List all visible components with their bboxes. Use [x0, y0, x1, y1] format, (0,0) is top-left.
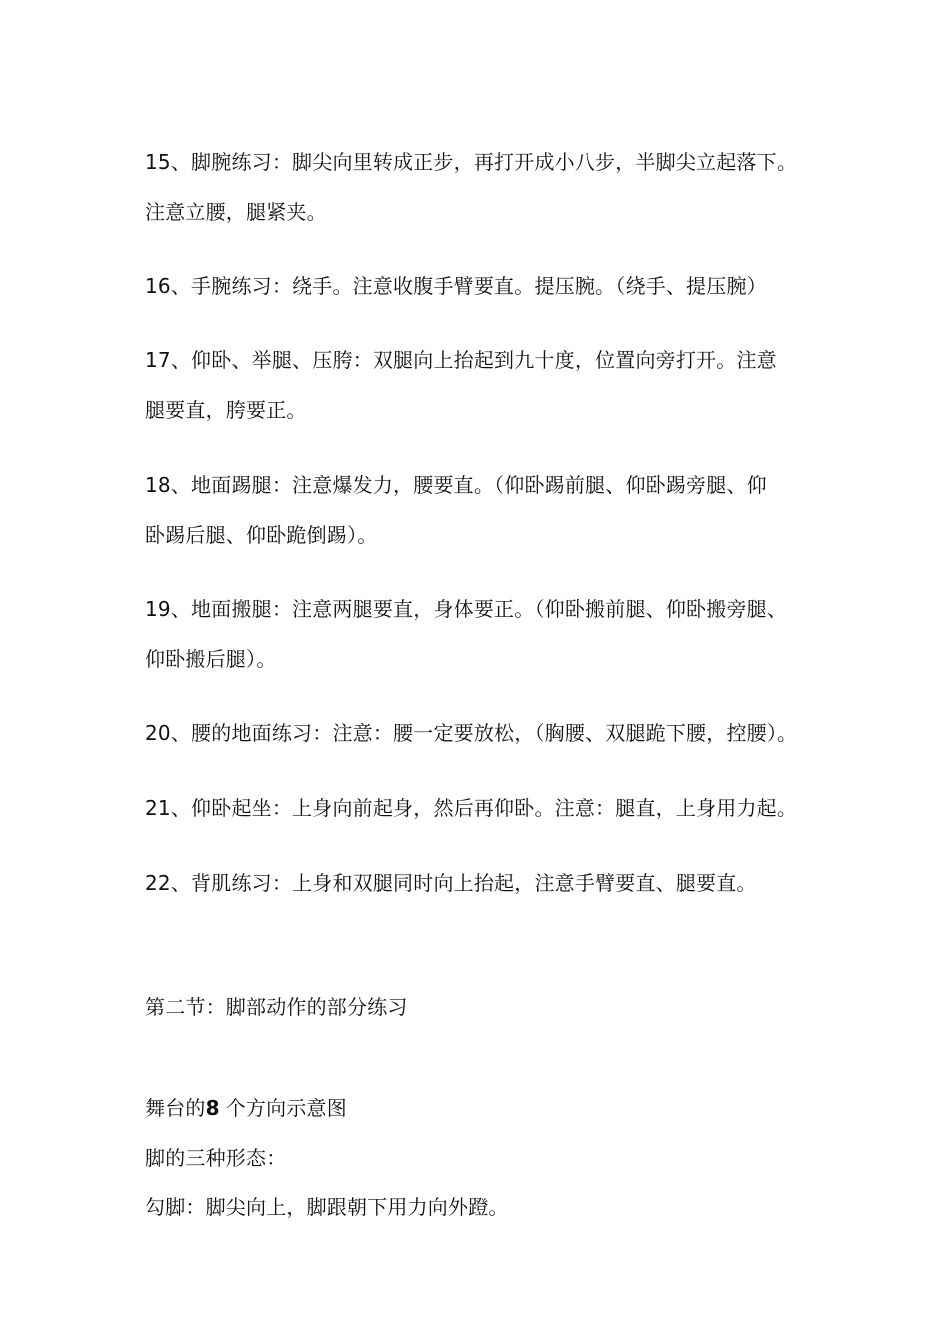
caption-suffix: 个方向示意图 — [225, 1096, 347, 1120]
item-text: 、腰的地面练习：注意：腰一定要放松，（胸腰、双腿跪下腰，控腰）。 — [170, 721, 798, 745]
item-number: 21 — [145, 796, 171, 820]
foot-forms-heading: 脚的三种形态： — [145, 1146, 287, 1170]
item-number: 15 — [145, 150, 171, 174]
item-number: 19 — [145, 597, 171, 621]
item-18-line-2: 卧踢后腿、仰卧跪倒踢）。 — [145, 523, 378, 547]
item-20-line-1 — [145, 720, 825, 746]
item-number: 20 — [145, 721, 171, 745]
item-number: 17 — [145, 348, 171, 372]
caption-number: 8 — [205, 1096, 220, 1120]
item-text: 、手腕练习：绕手。注意收腹手臂要直。提压腕。（绕手、提压腕） — [170, 274, 767, 298]
item-text: 、脚腕练习：脚尖向里转成正步，再打开成小八步，半脚尖立起落下。 — [170, 150, 798, 174]
item-text: 、仰卧起坐：上身向前起身，然后再仰卧。注意：腿直，上身用力起。 — [170, 796, 798, 820]
item-text: 、地面踢腿：注意爆发力，腰要直。（仰卧踢前腿、仰卧踢旁腿、仰 — [170, 473, 767, 497]
item-22-line-1 — [145, 870, 825, 896]
caption-prefix: 舞台的 — [145, 1096, 206, 1120]
diagram-caption — [145, 1095, 825, 1121]
item-number: 18 — [145, 473, 171, 497]
item-18-line-1 — [145, 472, 825, 498]
item-19-line-1 — [145, 596, 825, 622]
hook-foot-text: 勾脚：脚尖向上，脚跟朝下用力向外蹬。 — [145, 1195, 509, 1219]
item-text: 、背肌练习：上身和双腿同时向上抬起，注意手臂要直、腿要直。 — [170, 871, 757, 895]
item-text: 、地面搬腿：注意两腿要直，身体要正。（仰卧搬前腿、仰卧搬旁腿、 — [170, 597, 788, 621]
item-number: 22 — [145, 871, 171, 895]
item-15-line-1 — [145, 149, 825, 175]
section-title: 第二节：脚部动作的部分练习 — [145, 995, 408, 1019]
item-17-line-1 — [145, 347, 825, 373]
item-21-line-1 — [145, 795, 825, 821]
item-17-line-2: 腿要直，胯要正。 — [145, 398, 307, 422]
item-number: 16 — [145, 274, 171, 298]
item-text: 、仰卧、举腿、压胯：双腿向上抬起到九十度，位置向旁打开。注意 — [170, 348, 777, 372]
item-15-line-2: 注意立腰，腿紧夹。 — [145, 200, 327, 224]
item-16-line-1 — [145, 273, 825, 299]
item-19-line-2: 仰卧搬后腿）。 — [145, 647, 277, 671]
